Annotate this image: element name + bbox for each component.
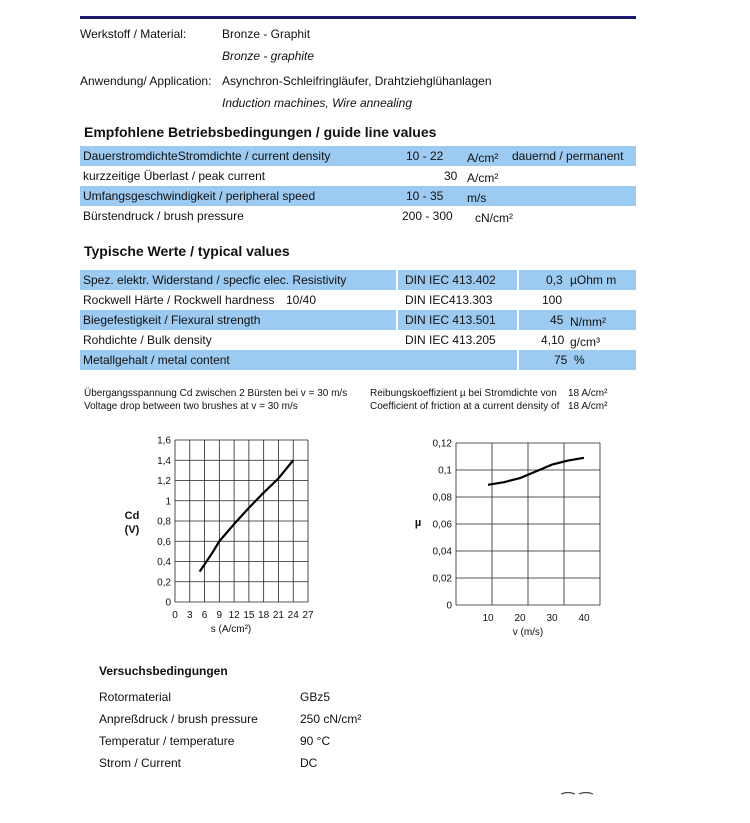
test-condition-value: DC xyxy=(300,756,318,770)
y-tick-label: 0,04 xyxy=(432,546,452,558)
typical-row xyxy=(80,330,636,350)
test-condition-label: Temperatur / temperature xyxy=(99,734,235,748)
x-tick-label: 10 xyxy=(482,613,494,624)
guide-range: 200 - 300 xyxy=(402,209,453,223)
x-tick-label: 9 xyxy=(216,610,223,621)
guide-note: dauernd / permanent xyxy=(512,149,624,163)
x-tick-label: 6 xyxy=(201,610,208,621)
guide-row xyxy=(80,146,636,166)
typical-standard: DIN IEC 413.402 xyxy=(405,273,496,287)
chart2-note-en-value: 18 A/cm² xyxy=(568,401,608,412)
typical-label: Spez. elektr. Widerstand / specfic elec. Resistivity xyxy=(83,273,347,287)
test-condition-value: 90 °C xyxy=(300,734,331,748)
typical-row xyxy=(80,350,636,370)
x-axis-label: s (A/cm²) xyxy=(210,624,252,635)
typical-value: 45 xyxy=(550,313,564,327)
y-tick-label: 1,4 xyxy=(157,455,171,467)
material-value-en: Bronze - graphite xyxy=(222,49,315,63)
typical-value: 100 xyxy=(542,293,563,307)
typical-unit: N/mm² xyxy=(570,315,606,329)
data-line xyxy=(488,458,584,485)
y-tick-label: 0,8 xyxy=(157,516,171,528)
application-value-de: Asynchron-Schleifringläufer, Drahtziehglühanlagen xyxy=(222,74,492,88)
x-tick-label: 18 xyxy=(258,610,270,621)
guide-label: Bürstendruck / brush pressure xyxy=(83,209,244,223)
test-condition-label: Anpreßdruck / brush pressure xyxy=(99,712,258,726)
y-tick-label: 0,12 xyxy=(432,438,452,450)
guide-label: kurzzeitige Überlast / peak current xyxy=(83,169,266,183)
data-line xyxy=(200,460,294,571)
guide-heading: Empfohlene Betriebsbedingungen / guide line values xyxy=(84,124,437,140)
material-label: Werkstoff / Material: xyxy=(80,27,187,41)
typical-label: Rockwell Härte / Rockwell hardness xyxy=(83,293,275,307)
chart1-note-de: Übergangsspannung Cd zwischen 2 Bürsten bei v = 30 m/s xyxy=(84,388,348,399)
test-condition-label: Strom / Current xyxy=(99,756,182,770)
y-tick-label: 0 xyxy=(446,600,452,612)
typical-label: Metallgehalt / metal content xyxy=(83,353,230,367)
y-tick-label: 0,06 xyxy=(432,519,452,531)
friction-chart xyxy=(410,428,610,648)
x-tick-label: 21 xyxy=(272,610,285,621)
guide-label: DauerstromdichteStromdichte / current density xyxy=(83,149,331,163)
x-tick-label: 3 xyxy=(186,610,193,621)
guide-row xyxy=(80,206,636,226)
typical-unit: % xyxy=(574,353,585,367)
typical-row xyxy=(80,310,636,330)
y-tick-label: 0,6 xyxy=(157,536,171,548)
typical-extra: 10/40 xyxy=(286,293,317,307)
y-axis-label: µ xyxy=(414,517,422,529)
typical-row xyxy=(80,270,636,290)
y-tick-label: 1 xyxy=(165,496,171,508)
chart2-note-de: Reibungskoeffizient µ bei Stromdichte von xyxy=(370,388,557,399)
x-tick-label: 24 xyxy=(287,610,299,621)
typical-value: 0,3 xyxy=(546,273,563,287)
typical-value: 75 xyxy=(554,353,568,367)
x-tick-label: 30 xyxy=(546,613,558,624)
x-tick-label: 27 xyxy=(302,610,314,621)
typical-row xyxy=(80,290,636,310)
y-tick-label: 0,2 xyxy=(157,577,171,589)
x-tick-label: 20 xyxy=(514,613,526,624)
guide-unit: A/cm² xyxy=(467,151,499,165)
test-condition-label: Rotormaterial xyxy=(99,690,172,704)
guide-label: Umfangsgeschwindigkeit / peripheral speed xyxy=(83,189,316,203)
test-condition-value: 250 cN/cm² xyxy=(300,712,362,726)
typical-heading: Typische Werte / typical values xyxy=(84,243,290,259)
top-rule xyxy=(80,16,636,19)
typical-unit: g/cm³ xyxy=(570,335,600,349)
application-value-en: Induction machines, Wire annealing xyxy=(222,96,413,110)
guide-unit: A/cm² xyxy=(467,171,499,185)
guide-range: 30 xyxy=(444,169,458,183)
typical-unit: µOhm m xyxy=(570,273,617,287)
chart1-note-en: Voltage drop between two brushes at v = 30 m/s xyxy=(84,401,298,412)
y-tick-label: 1,6 xyxy=(157,435,171,447)
typical-label: Biegefestigkeit / Flexural strength xyxy=(83,313,261,327)
x-axis-label: v (m/s) xyxy=(512,627,544,638)
x-tick-label: 15 xyxy=(243,610,255,621)
x-tick-label: 12 xyxy=(228,610,240,621)
y-tick-label: 0,02 xyxy=(432,573,452,585)
x-tick-label: 0 xyxy=(172,610,178,621)
y-axis-label: (V) xyxy=(124,524,140,536)
corner-mark xyxy=(560,791,594,795)
application-label: Anwendung/ Application: xyxy=(80,74,212,88)
chart2-note-en: Coefficient of friction at a current density of xyxy=(370,401,560,412)
guide-unit: cN/cm² xyxy=(475,211,513,225)
test-condition-value: GBz5 xyxy=(300,690,331,704)
material-value-de: Bronze - Graphit xyxy=(222,27,311,41)
chart2-note-de-value: 18 A/cm² xyxy=(568,388,608,399)
typical-standard: DIN IEC413.303 xyxy=(405,293,493,307)
guide-row xyxy=(80,166,636,186)
typical-standard: DIN IEC 413.205 xyxy=(405,333,496,347)
y-tick-label: 0,1 xyxy=(438,465,452,477)
guide-range: 10 - 35 xyxy=(406,189,444,203)
y-tick-label: 0,08 xyxy=(432,492,452,504)
voltage-drop-chart xyxy=(110,428,340,648)
y-axis-label: Cd xyxy=(124,510,140,522)
typical-value: 4,10 xyxy=(541,333,565,347)
guide-row xyxy=(80,186,636,206)
guide-range: 10 - 22 xyxy=(406,149,444,163)
guide-unit: m/s xyxy=(467,191,487,205)
typical-label: Rohdichte / Bulk density xyxy=(83,333,212,347)
typical-standard: DIN IEC 413.501 xyxy=(405,313,496,327)
test-conditions-heading: Versuchsbedingungen xyxy=(99,664,228,678)
y-tick-label: 0 xyxy=(165,597,171,609)
x-tick-label: 40 xyxy=(578,613,590,624)
y-tick-label: 0,4 xyxy=(157,557,171,568)
y-tick-label: 1,2 xyxy=(157,476,171,487)
